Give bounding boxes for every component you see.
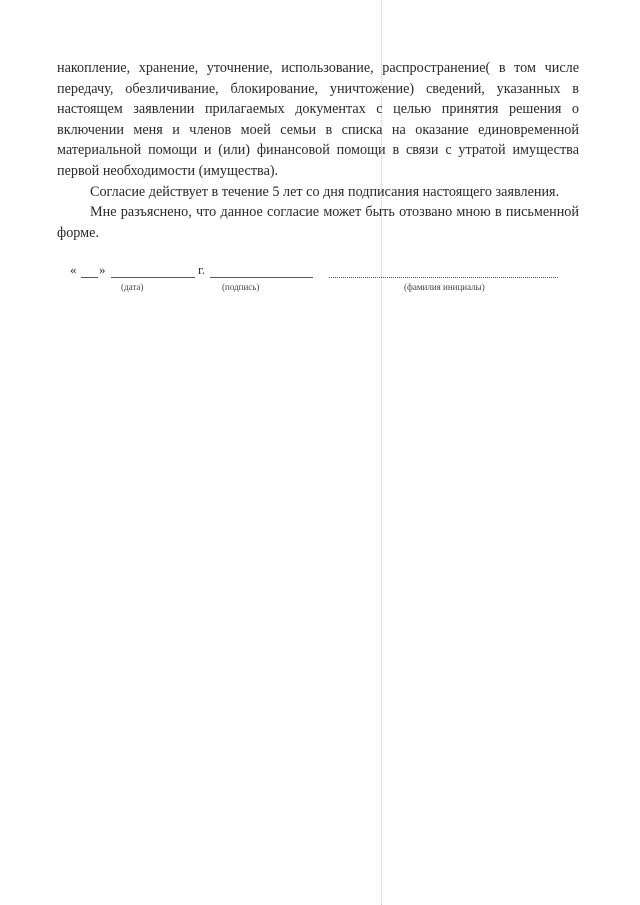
signature-row [70,262,570,302]
month-blank-line [111,277,195,278]
name-blank-line [329,277,558,278]
day-blank-line [81,277,98,278]
signature-blank-line [210,277,313,278]
consent-paragraph-processing: накопление, хранение, уточнение, использование, распространение( в том числе передачу, обезличивание, блокирование, уничтожение) сведений, указанных в настоящем заявлении прилагаемых документах с целью принятия решения о включении меня и членов моей семьи в списка на оказание единовременной материальной помощи и (или) финансовой помощи в связи с утратой имущества первой необходимости (имущества). [57,60,579,179]
date-quote-close: » [99,262,106,277]
consent-text-block [57,58,579,243]
caption-date: (дата) [121,282,144,292]
date-quote-open: « [70,262,77,277]
caption-signature: (подпись) [222,282,260,292]
consent-paragraph-validity: Согласие действует в течение 5 лет со дня подписания настоящего заявления. [90,183,560,200]
caption-name: (фамилия инициалы) [404,282,485,292]
consent-paragraph-revocation: Мне разъяснено, что данное согласие может быть отозвано мною в письменной форме. [57,204,579,241]
year-mark: г. [198,262,206,277]
